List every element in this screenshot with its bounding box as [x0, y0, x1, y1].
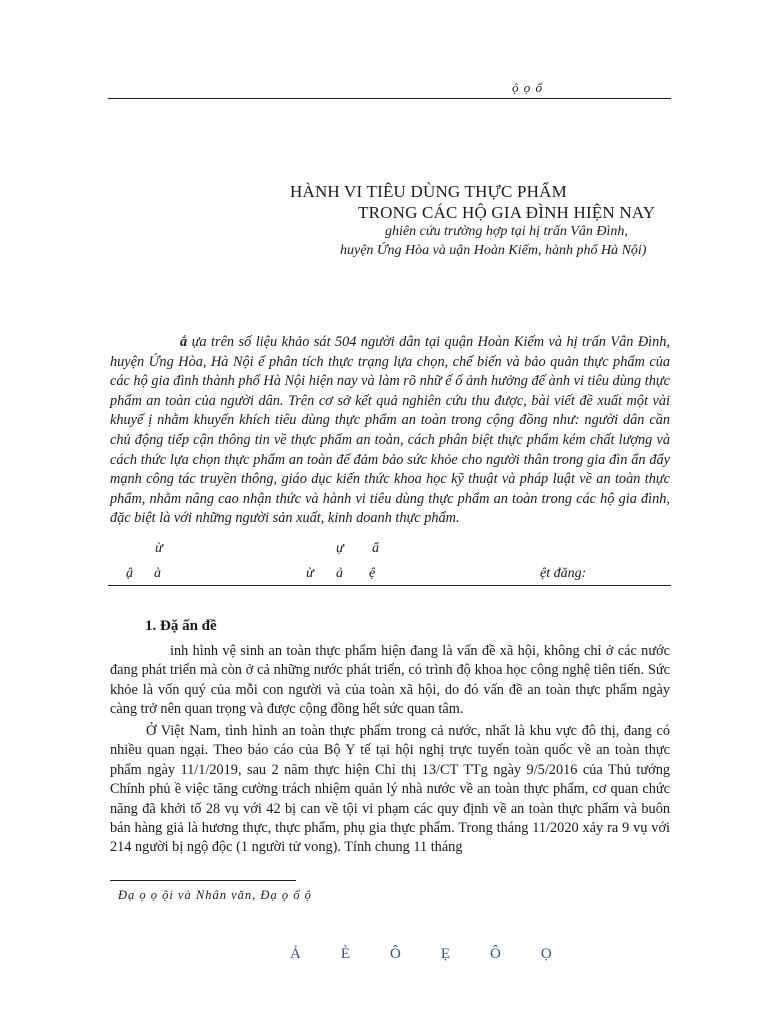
- header-rule: [108, 98, 671, 99]
- received-date-label: ệt đăng:: [540, 566, 587, 581]
- keyword-fragment: à: [154, 566, 161, 581]
- footnote-rule: [110, 880, 296, 881]
- journal-footer: ẢÈÔẸÔỌ: [290, 946, 592, 962]
- section-divider: [108, 585, 671, 586]
- subtitle-line-2-text: huyện Ứng Hòa và uận Hoàn Kiếm, hành phố Hà Nội): [340, 243, 647, 258]
- keyword-fragment: ẩ: [372, 541, 379, 556]
- body-paragraph-1: inh hình vệ sinh an toàn thực phẩm hiện đang là vấn đề xã hội, không chỉ ở các nước đang phát triển mà còn ở cả những nước phát triển, có trình độ khoa học công nghệ tiên tiến. Sức khỏe là vốn quý của mỗi con người và của toàn xã hội, do đó vấn đề an toàn thực phẩm ngày càng trở nên quan trọng và được cộng đồng hết sức quan tâm.: [110, 643, 670, 718]
- abstract: [110, 333, 670, 529]
- title-line-2-text: TRONG CÁC HỘ GIA ĐÌNH HIỆN NAY: [358, 203, 656, 222]
- keyword-fragment: ệ: [369, 566, 376, 581]
- keyword-fragment: ự: [336, 541, 344, 556]
- keyword-fragment: ả: [336, 566, 343, 581]
- running-header: ộ ọ ổ: [512, 80, 543, 95]
- author-footnote: Đạ ọ ọ ội và Nhân văn, Đạ ọ ổ ộ: [118, 888, 312, 902]
- abstract-lead: ắ: [180, 334, 188, 350]
- keyword-fragment: ừ: [306, 566, 314, 581]
- title-line-1-text: HÀNH VI TIÊU DÙNG THỰC PHẨM: [290, 182, 567, 201]
- subtitle-line-1: [385, 224, 628, 240]
- keyword-fragment: ừ: [155, 541, 163, 556]
- section-heading: 1. Đặ ấn đề: [145, 618, 217, 634]
- article-title-line-1: [290, 182, 567, 202]
- keywords-row-2: [110, 566, 670, 584]
- article-title-line-2: [358, 203, 655, 223]
- keywords-row-1: [110, 541, 670, 559]
- keyword-fragment: ậ: [126, 566, 133, 581]
- abstract-text: ựa trên số liệu khảo sát 504 người dân tại quận Hoàn Kiếm và hị trấn Vân Đình, huyện Ứng Hòa, Hà Nội ế phân tích thực trạng lựa chọn, chế biến và bảo quản thực phẩm của các hộ gia đình thành phố Hà Nội hiện nay và làm rõ nhữ ế ố ảnh hưởng đế ành vi tiêu dùng thực phẩm an toàn của người dân. Trên cơ sở kết quả nghiên cứu thu được, bài viết đề xuất một vài khuyế ị nhằm khuyến khích tiêu dùng thực phẩm an toàn trong cộng đồng như: người dân cần chủ động tiếp cận thông tin về thực phẩm an toàn, cách phân biệt thực phẩm kém chất lượng và cách thức lựa chọn thực phẩm an toàn để đảm bảo sức khỏe cho người thân trong gia đìn ẩn đẩy mạnh công tác truyền thông, giáo dục kiến thức khoa học kỹ thuật và pháp luật về an toàn thực phẩm, nhằm nâng cao nhận thức và hành vi tiêu dùng thực phẩm an toàn trong các hộ gia đình, đặc biệt là với những người sản xuất, kinh doanh thực phẩm.: [110, 334, 670, 527]
- subtitle-line-1-text: ghiên cứu trường hợp tại hị trấn Vân Đình,: [385, 224, 628, 239]
- subtitle-line-2: [340, 243, 646, 259]
- body-paragraph-2: Ở Việt Nam, tình hình an toàn thực phẩm trong cả nước, nhất là khu vực đô thị, đang có nhiều quan ngại. Theo báo cáo của Bộ Y tế tại hội nghị trực tuyến toàn quốc về an toàn thực phẩm ngày 11/1/2019, sau 2 năm thực hiện Chỉ thị 13/CT TTg ngày 9/5/2016 của Thủ tướng Chính phủ ề việc tăng cường trách nhiệm quản lý nhà nước về an toàn thực phẩm, cơ quan chức năng đã khởi tố 28 vụ với 42 bị can về tội vi phạm các quy định về an toàn thực phẩm và buôn bán hàng giả là hương thực, thực phẩm, phụ gia thực phẩm. Trong tháng 11/2020 xảy ra 9 vụ với 214 người bị ngộ độc (1 người tử vong). Tính chung 11 tháng: [110, 723, 670, 856]
